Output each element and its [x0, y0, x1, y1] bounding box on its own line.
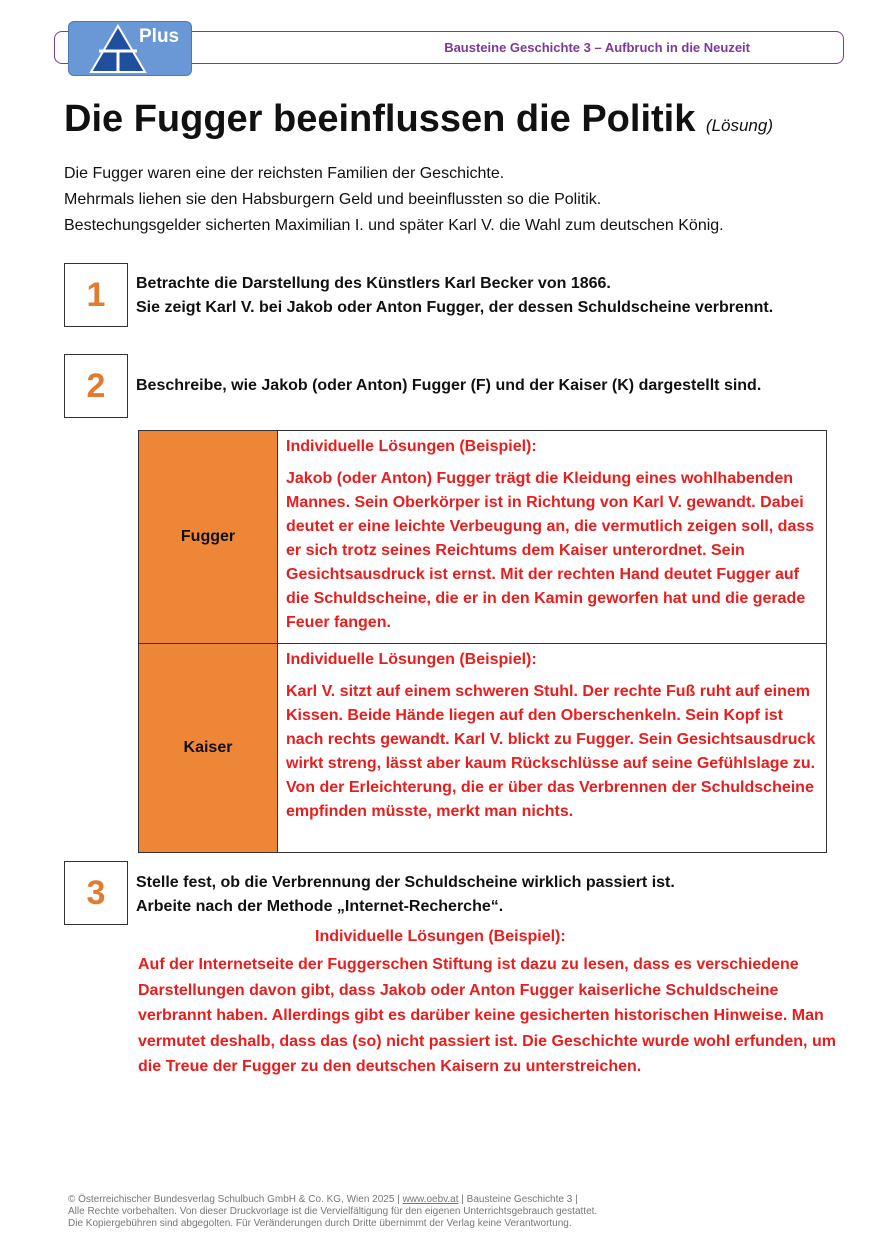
task-number-1: 1	[64, 263, 128, 327]
task-number-2: 2	[64, 354, 128, 418]
row-label-fugger: Fugger	[139, 431, 278, 644]
task-number-3: 3	[64, 861, 128, 925]
task-1-text	[136, 272, 773, 320]
solution-text: Karl V. sitzt auf einem schweren Stuhl. Der rechte Fuß ruht auf einem Kissen. Beide Hände liegen auf den Oberschenkeln. Sein Kopf ist nach rechts gewandt. Karl V. blickt zu Fugger. Sein Gesichtsausdruck wirkt streng, lässt aber kaum Rückschlüsse auf seine Gefühlslage zu. Von der Erleichterung, die er über das Verbrennen der Schuldscheine empfinden müsste, merkt man nichts.	[286, 683, 816, 820]
page-title	[64, 98, 773, 141]
footer-line-1	[68, 1194, 597, 1206]
copyright-footer	[68, 1194, 597, 1230]
table-row	[139, 644, 827, 853]
answer-3-heading: Individuelle Lösungen (Beispiel):	[315, 928, 566, 945]
publisher-link[interactable]: www.oebv.at	[402, 1194, 459, 1205]
footer-text: © Österreichischer Bundesverlag Schulbuch GmbH & Co. KG, Wien 2025 |	[68, 1194, 403, 1205]
intro-line: Mehrmals liehen sie den Habsburgern Geld und beeinflussten so die Politik.	[64, 191, 602, 208]
intro-line: Die Fugger waren eine der reichsten Familien der Geschichte.	[64, 165, 505, 182]
intro-text	[64, 161, 724, 239]
task-line: Beschreibe, wie Jakob (oder Anton) Fugger (F) und der Kaiser (K) dargestellt sind.	[136, 377, 762, 394]
title-sub: (Lösung)	[705, 116, 774, 135]
row-content-fugger	[278, 431, 827, 644]
solution-text: Jakob (oder Anton) Fugger trägt die Kleidung eines wohlhabenden Mannes. Sein Oberkörper ist in Richtung von Karl V. gewandt. Dabei deutet er eine leichte Verbeugung an, die vermutlich zeigen soll, dass er sich trotz seines Reichtums dem Kaiser unterordnet. Sein Gesichtsausdruck ist ernst. Mit der rechten Hand deutet Fugger auf die Schuldscheine, die er in den Kamin geworfen hat und die gerade Feuer fangen.	[286, 470, 815, 631]
task-line: Sie zeigt Karl V. bei Jakob oder Anton Fugger, der dessen Schuldscheine verbrennt.	[136, 299, 774, 316]
task-3-text	[136, 871, 675, 919]
footer-text: | Bausteine Geschichte 3 |	[458, 1194, 578, 1205]
intro-line: Bestechungsgelder sicherten Maximilian I. und später Karl V. die Wahl zum deutschen König.	[64, 217, 724, 234]
answer-table	[138, 430, 827, 853]
logo-text: Plus	[139, 26, 180, 47]
title-main: Die Fugger beeinflussen die Politik	[64, 98, 696, 140]
row-content-kaiser	[278, 644, 827, 853]
task-line: Arbeite nach der Methode „Internet-Recherche“.	[136, 898, 504, 915]
footer-line-2: Alle Rechte vorbehalten. Von dieser Druckvorlage ist die Vervielfältigung für den eigenen Unterrichtsgebrauch gestattet.	[68, 1206, 598, 1217]
table-row	[139, 431, 827, 644]
solution-heading: Individuelle Lösungen (Beispiel):	[286, 438, 537, 455]
footer-line-3: Die Kopiergebühren sind abgegolten. Für Veränderungen durch Dritte übernimmt der Verlag keine Verantwortung.	[68, 1218, 572, 1229]
solution-heading: Individuelle Lösungen (Beispiel):	[286, 651, 537, 668]
row-label-kaiser: Kaiser	[139, 644, 278, 853]
task-2-text	[136, 374, 761, 398]
series-title: Bausteine Geschichte 3 – Aufbruch in die Neuzeit	[444, 40, 750, 55]
plus-logo	[68, 21, 192, 76]
task-line: Stelle fest, ob die Verbrennung der Schuldscheine wirklich passiert ist.	[136, 874, 675, 891]
answer-3-text: Auf der Internetseite der Fuggerschen Stiftung ist dazu zu lesen, dass es verschiedene Darstellungen davon gibt, dass Jakob oder Anton Fugger kaiserliche Schuldscheine verbrannt haben. Allerdings gibt es darüber keine gesicherten historischen Hinweise. Man vermutet deshalb, dass das (so) nicht passiert ist. Die Geschichte wurde wohl erfunden, um die Treue der Fugger zu den deutschen Kaisern zu unterstreichen.	[138, 956, 836, 1075]
task-line: Betrachte die Darstellung des Künstlers Karl Becker von 1866.	[136, 275, 611, 292]
